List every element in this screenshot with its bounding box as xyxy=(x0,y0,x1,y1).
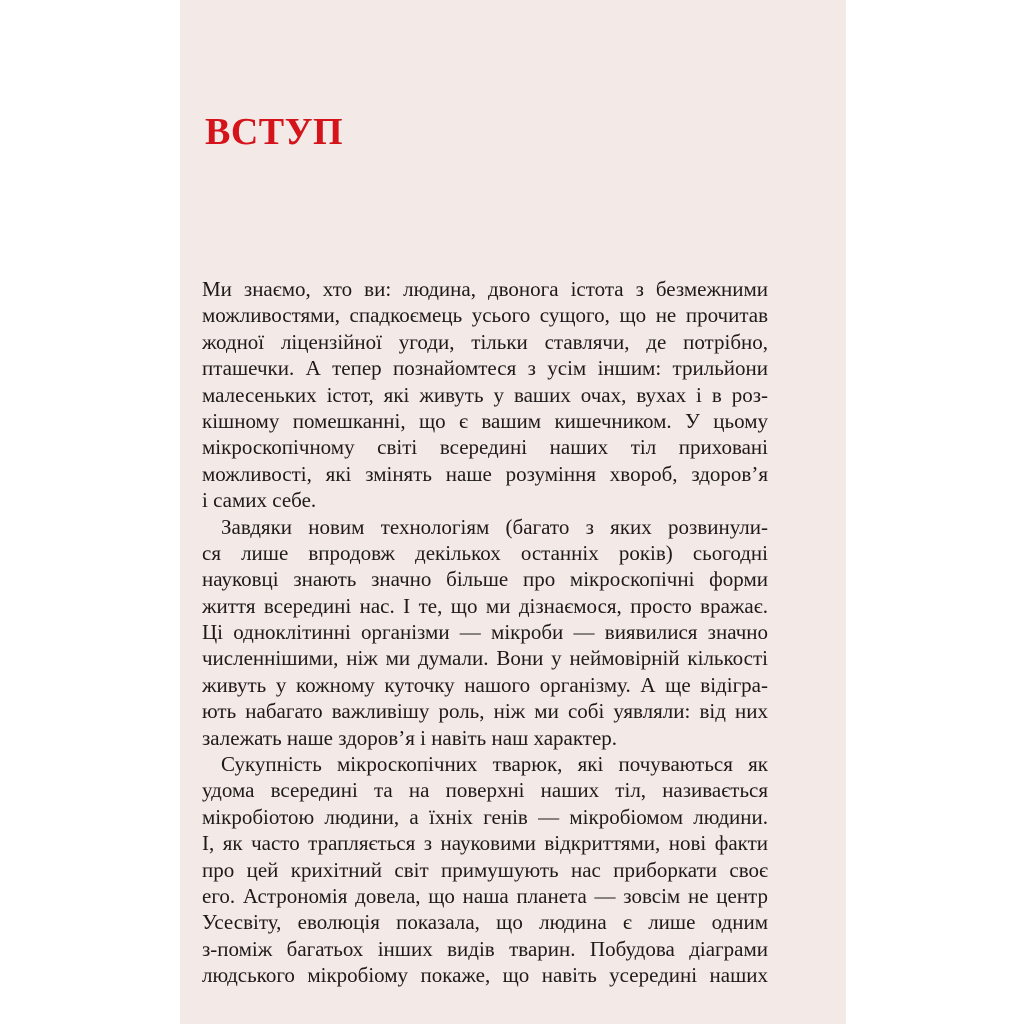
text-line: Усесвіту, еволюція показала, що людина є лише одним xyxy=(202,910,768,935)
body-text xyxy=(202,276,768,989)
text-line: Ми знаємо, хто ви: людина, двонога істота з безмежними xyxy=(202,277,768,301)
text-line: живуть у кожному куточку нашого організму. А ще відігра- xyxy=(202,672,768,697)
text-line: можливостями, спадкоємець усього сущого, що не прочитав xyxy=(202,303,768,328)
chapter-heading: ВСТУП xyxy=(205,111,344,153)
text-line: залежать наше здоров’я і навіть наш характер. xyxy=(202,725,618,750)
text-line: можливості, які змінять наше розуміння хвороб, здоров’я xyxy=(202,461,768,486)
text-line: з-поміж багатьох інших видів тварин. Побудова діаграми xyxy=(202,936,768,961)
text-line: численнішими, ніж ми думали. Вони у неймовірній кількості xyxy=(202,646,768,671)
text-line: Сукупність мікроскопічних тварюк, які почуваються як xyxy=(221,752,768,777)
text-line: І, як часто трапляється з науковими відкриттями, нові факти xyxy=(202,831,768,856)
text-line: малесеньких істот, які живуть у ваших очах, вухах і в роз- xyxy=(202,382,768,407)
text-line: пташечки. А тепер познайомтеся з усім іншим: трильйони xyxy=(202,356,768,381)
book-page xyxy=(180,0,846,1024)
text-line: ють набагато важливішу роль, ніж ми собі уявляли: від них xyxy=(202,699,768,724)
text-line: людського мікробіому покаже, що навіть усередині наших xyxy=(202,963,768,988)
text-line: мікробіотою людини, а їхніх генів — мікробіомом людини. xyxy=(202,804,768,829)
text-line: науковці знають значно більше про мікроскопічні форми xyxy=(202,567,768,592)
text-line: Ці одноклітинні організми — мікроби — виявилися значно xyxy=(202,620,768,645)
text-line: і самих себе. xyxy=(202,488,317,513)
text-line: удома всередині та на поверхні наших тіл, називається xyxy=(202,778,768,803)
text-line: его. Астрономія довела, що наша планета — зовсім не центр xyxy=(202,883,768,908)
text-line: жодної ліцензійної угоди, тільки ставлячи, де потрібно, xyxy=(202,329,768,354)
text-line: життя всередині нас. І те, що ми дізнаємося, просто вражає. xyxy=(202,593,768,618)
text-line: кішному помешканні, що є вашим кишечником. У цьому xyxy=(202,408,768,433)
text-line: Завдяки новим технологіям (багато з яких розвинули- xyxy=(221,514,768,539)
text-line: про цей крихітний світ примушують нас приборкати своє xyxy=(202,857,768,882)
text-line: ся лише впродовж декількох останніх років) сьогодні xyxy=(202,540,768,565)
text-line: мікроскопічному світі всередині наших тіл приховані xyxy=(202,435,768,460)
